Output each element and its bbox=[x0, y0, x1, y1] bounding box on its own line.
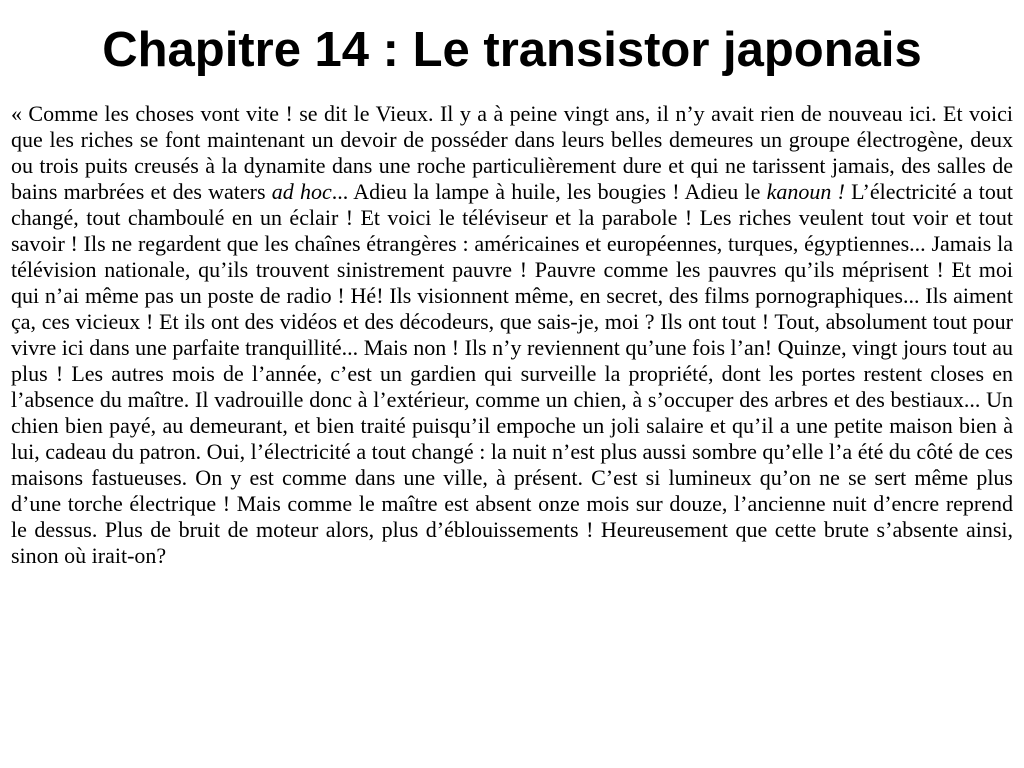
paragraph-italic-kanoun: kanoun ! bbox=[766, 179, 845, 204]
paragraph-italic-ad-hoc: ad hoc bbox=[271, 179, 332, 204]
paragraph-text-part-2: ... Adieu la lampe à huile, les bougies ! Adieu le bbox=[331, 179, 767, 204]
paragraph-text-part-1: « Comme les choses vont vite ! se dit le Vieux. Il y a à peine vingt ans, il n’y avait rien de nouveau ici. Et voici que les riches se font maintenant un devoir de posséder dans leurs belles demeures un groupe électrogène, deux ou trois puits creusés à la dynamite dans une roche particulièrement dure et qui ne tarissent jamais, des salles de bains marbrées et des waters bbox=[11, 101, 1013, 204]
chapter-title: Chapitre 14 : Le transistor japonais bbox=[102, 23, 922, 77]
paragraph-text-part-3: L’électricité a tout changé, tout chamboulé en un éclair ! Et voici le téléviseur et la parabole ! Les riches veulent tout voir et tout savoir ! Ils ne regardent que les chaînes étrangères : américaines et européennes, turques, égyptiennes... Jamais la télévision nationale, qu’ils trouvent sinistrement pauvre ! Pauvre comme les pauvres qu’ils méprisent ! Et moi qui n’ai même pas un poste de radio ! Hé! Ils visionnent même, en secret, des films pornographiques... Ils aiment ça, ces vicieux ! Et ils ont des vidéos et des décodeurs, que sais-je, moi ? Ils ont tout ! Tout, absolument tout pour vivre ici dans une parfaite tranquillité... Mais non ! Ils n’y reviennent qu’une fois l’an! Quinze, vingt jours tout au plus ! Les autres mois de l’année, c’est un gardien qui surveille la propriété, dont les portes restent closes en l’absence du maître. Il vadrouille donc à l’extérieur, comme un chien, à s’occuper des arbres et des bestiaux... Un chien bien payé, au demeurant, et bien traité puisqu’il empoche un joli salaire et qu’il a une petite maison bien à lui, cadeau du patron. Oui, l’électricité a tout changé : la nuit n’est plus aussi sombre qu’elle l’a été du côté de ces maisons fastueuses. On y est comme dans une ville, à présent. C’est si lumineux qu’on ne se sert même plus d’une torche électrique ! Mais comme le maître est absent onze mois sur douze, l’ancienne nuit d’encre reprend le dessus. Plus de bruit de moteur alors, plus d’éblouissements ! Heureusement que cette brute s’absente ainsi, sinon où irait-on? bbox=[11, 179, 1013, 568]
body-paragraph bbox=[11, 101, 1013, 569]
